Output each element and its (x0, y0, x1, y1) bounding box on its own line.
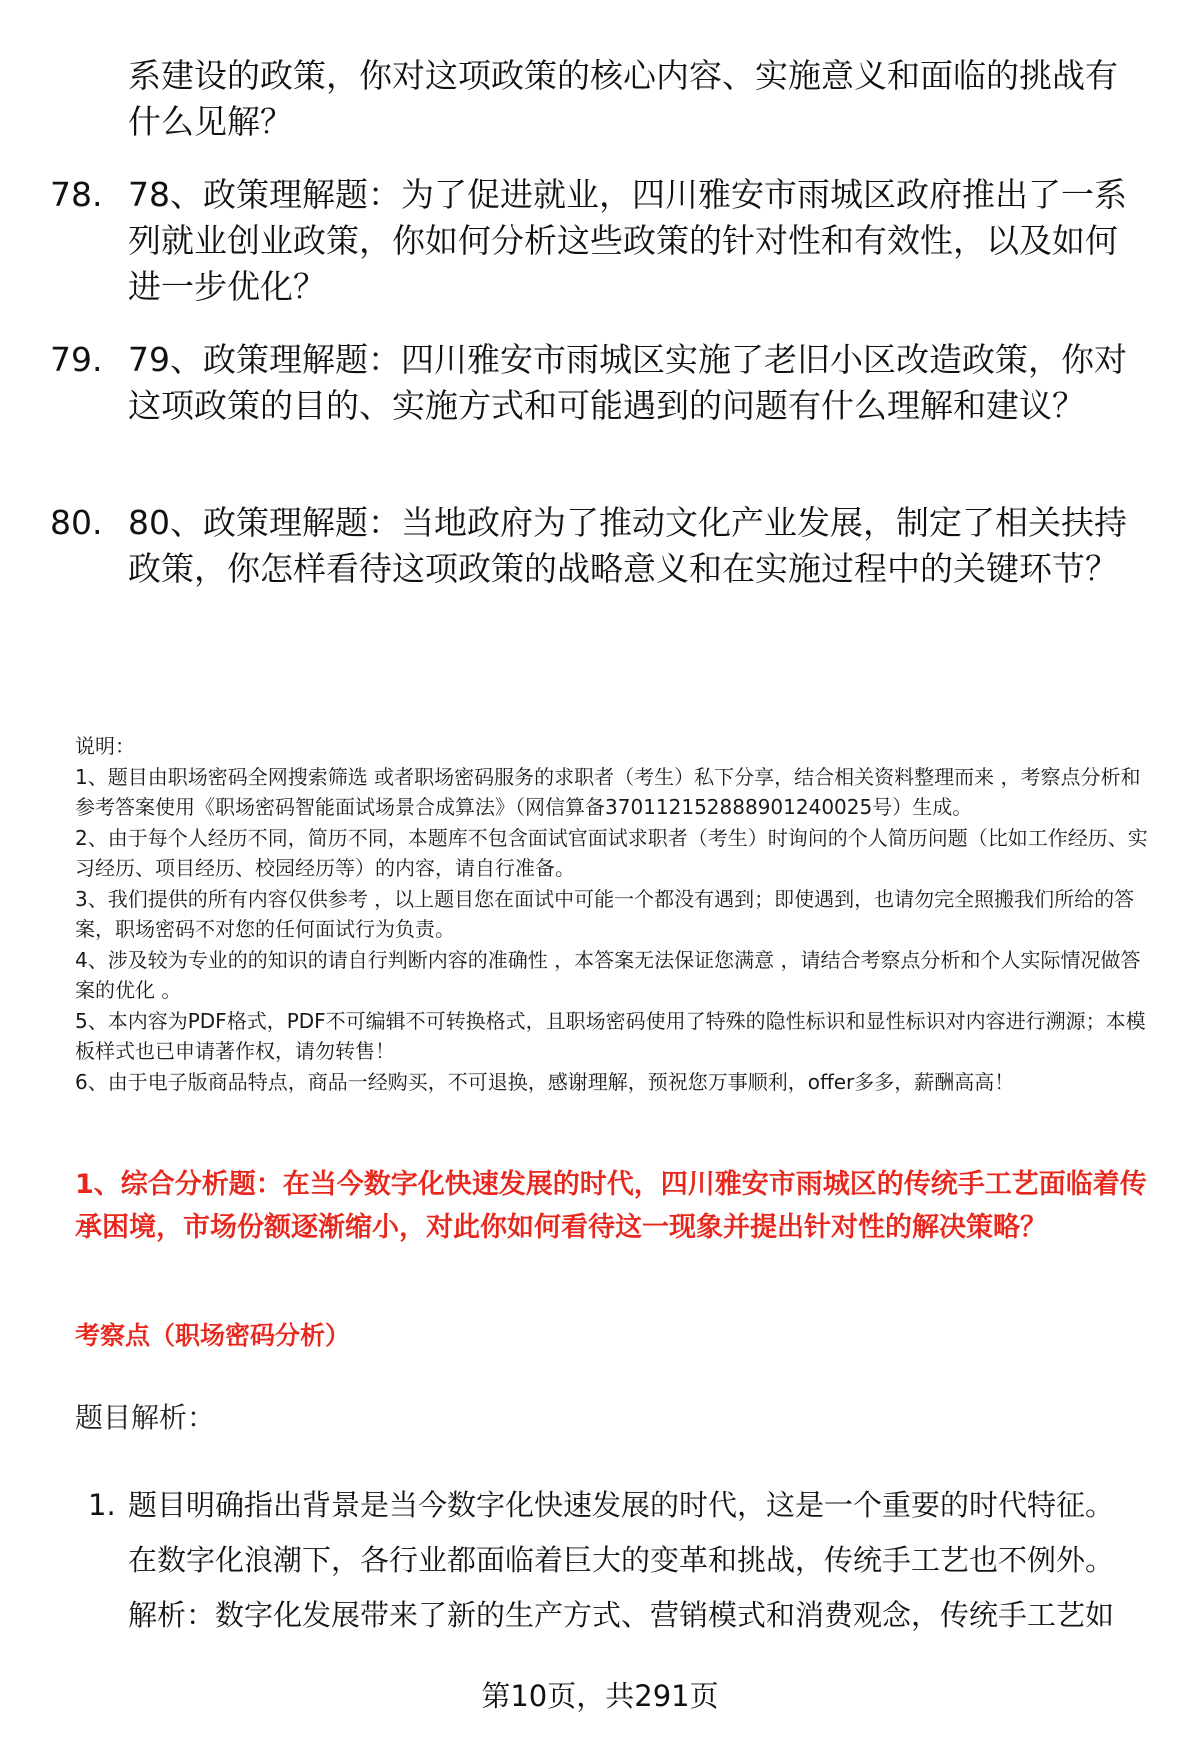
question-text: 78、政策理解题：为了促进就业，四川雅安市雨城区政府推出了一系列就业创业政策，你如何分析这些政策的针对性和有效性，以及如何进一步优化？ (128, 175, 1127, 306)
question-80 (50, 500, 1150, 592)
note-item: 4、涉及较为专业的的知识的请自行判断内容的准确性 ，本答案无法保证您满意 ，请结合考察点分析和个人实际情况做答案的优化 。 (75, 947, 1141, 1002)
question-text: 79、政策理解题：四川雅安市雨城区实施了老旧小区改造政策，你对这项政策的目的、实施方式和可能遇到的问题有什么理解和建议？ (128, 340, 1127, 425)
question-continuation (50, 53, 1150, 145)
question-number: 80. (50, 503, 103, 542)
analysis-point (88, 1478, 1168, 1643)
point-line: 解析：数字化发展带来了新的生产方式、营销模式和消费观念，传统手工艺如 (128, 1598, 1115, 1632)
section-question: 1、综合分析题：在当今数字化快速发展的时代，四川雅安市雨城区的传统手工艺面临着传承困境，市场份额逐渐缩小，对此你如何看待这一现象并提出针对性的解决策略？ (75, 1169, 1147, 1243)
question-number: 79. (50, 340, 103, 379)
note-item: 1、题目由职场密码全网搜索筛选 或者职场密码服务的求职者（考生）私下分享，结合相关资料整理而来 ，考察点分析和参考答案使用《职场密码智能面试场景合成算法》（网信算备370112152888901240025号）生成。 (75, 764, 1141, 819)
question-79 (50, 337, 1150, 429)
notes-title: 说明： (75, 734, 135, 758)
note-item: 2、由于每个人经历不同，简历不同，本题库不包含面试官面试求职者（考生）时询问的个人简历问题（比如工作经历、实习经历、项目经历、校园经历等）的内容，请自行准备。 (75, 825, 1148, 880)
point-number: 1. (88, 1488, 116, 1522)
question-text: 系建设的政策，你对这项政策的核心内容、实施意义和面临的挑战有什么见解？ (128, 56, 1118, 141)
point-line: 题目明确指出背景是当今数字化快速发展的时代，这是一个重要的时代特征。 (128, 1488, 1115, 1522)
note-item: 5、本内容为PDF格式，PDF不可编辑不可转换格式，且职场密码使用了特殊的隐性标识和显性标识对内容进行溯源；本模板样式也已申请著作权，请勿转售！ (75, 1008, 1146, 1063)
point-line: 在数字化浪潮下，各行业都面临着巨大的变革和挑战，传统手工艺也不例外。 (128, 1543, 1115, 1577)
note-item: 3、我们提供的所有内容仅供参考 ，以上题目您在面试中可能一个都没有遇到；即使遇到，也请勿完全照搬我们所给的答案，职场密码不对您的任何面试行为负责。 (75, 886, 1135, 941)
section-label: 考察点（职场密码分析） (75, 1321, 351, 1350)
page-footer: 第10页，共291页 (481, 1679, 719, 1713)
disclaimer-notes (75, 731, 1155, 1097)
note-item: 6、由于电子版商品特点，商品一经购买，不可退换，感谢理解，预祝您万事顺利，offer多多，薪酬高高！ (75, 1069, 1015, 1094)
question-number: 78. (50, 175, 103, 214)
point-text (128, 1478, 1168, 1643)
analysis-label: 题目解析： (75, 1401, 216, 1434)
question-78 (50, 172, 1150, 310)
question-text: 80、政策理解题：当地政府为了推动文化产业发展，制定了相关扶持政策，你怎样看待这项政策的战略意义和在实施过程中的关键环节？ (128, 503, 1127, 588)
